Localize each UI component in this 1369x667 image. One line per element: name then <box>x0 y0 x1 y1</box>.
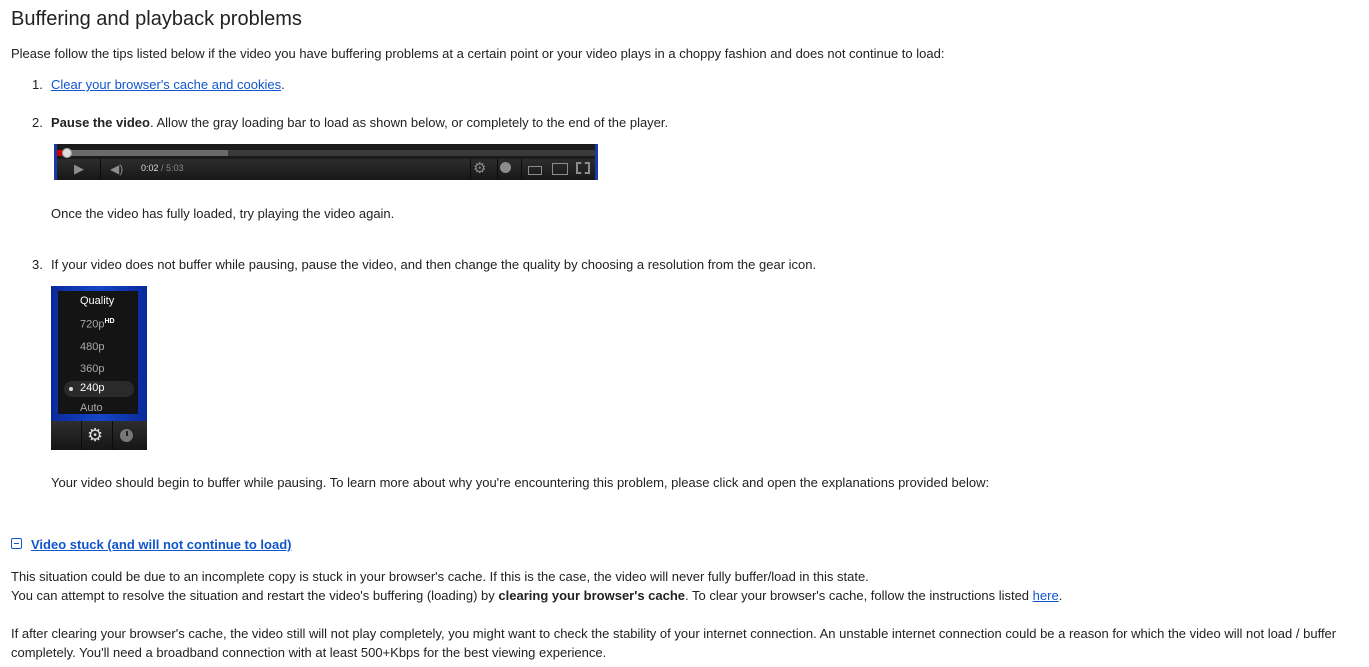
quality-header: Quality <box>80 295 115 307</box>
player-left-edge <box>54 144 57 180</box>
step-number: 3. <box>32 257 43 272</box>
divider <box>521 159 522 180</box>
page-title: Buffering and playback problems <box>11 8 302 30</box>
current-time: 0:02 <box>141 163 159 173</box>
quality-option-auto[interactable]: Auto <box>80 402 103 414</box>
section-heading-link[interactable]: Video stuck (and will not continue to load) <box>31 537 292 552</box>
divider <box>470 159 471 180</box>
step-2-text: . Allow the gray loading bar to load as shown below, or completely to the end of the player. <box>149 115 669 130</box>
clock-icon[interactable] <box>500 162 511 173</box>
step-3-text: If your video does not buffer while pausing, pause the video, and then change the quality by choosing a resolution from the gear icon. <box>51 257 817 272</box>
quality-menu-screenshot <box>51 286 147 450</box>
quality-option-360p[interactable]: 360p <box>80 363 105 375</box>
step-2 <box>51 115 668 130</box>
player-right-edge <box>595 144 598 180</box>
gear-icon[interactable]: ⚙ <box>473 160 487 177</box>
player-controls <box>54 159 598 180</box>
divider <box>112 421 113 450</box>
time-display <box>141 163 184 173</box>
small-player-icon[interactable] <box>528 166 542 175</box>
selected-dot-icon <box>69 387 73 391</box>
intro-text: Please follow the tips listed below if the video you have buffering problems at a certain point or your video plays in a choppy fashion and does not continue to load: <box>11 46 945 61</box>
step-3-note: Your video should begin to buffer while pausing. To learn more about why you're encountering this problem, please click and open the explanations provided below: <box>51 475 990 490</box>
text: . To clear your browser's cache, follow the instructions listed <box>685 588 1033 603</box>
step-number: 1. <box>32 77 43 92</box>
option-label: 240p <box>80 382 105 394</box>
step-1 <box>51 77 285 92</box>
divider <box>100 159 101 180</box>
section-para-2-line-1: If after clearing your browser's cache, the video still will not play completely, you might want to check the stability of your internet connection. An unstable internet connection could be a reason for which the video will not load / buffer <box>11 626 1337 641</box>
section-para-2-line-2: completely. You'll need a broadband connection with at least 500+Kbps for the best viewing experience. <box>11 645 607 660</box>
bold-text: clearing your browser's cache <box>498 588 686 603</box>
clock-icon[interactable] <box>120 429 133 442</box>
volume-icon[interactable]: ◀) <box>110 162 124 176</box>
pause-video-bold: Pause the video <box>51 115 150 130</box>
quality-menu <box>58 291 138 414</box>
large-player-icon[interactable] <box>552 163 568 175</box>
hd-badge: HD <box>104 318 115 325</box>
quality-option-720p[interactable] <box>80 318 115 331</box>
collapse-toggle-icon[interactable] <box>11 538 22 549</box>
gear-icon[interactable]: ⚙ <box>87 425 104 445</box>
step-1-period: . <box>281 77 285 92</box>
text: You can attempt to resolve the situation and restart the video's buffering (loading) by <box>11 588 499 603</box>
text: . <box>1058 588 1063 603</box>
quality-controls-bar <box>51 421 147 450</box>
divider <box>81 421 82 450</box>
step-2-note: Once the video has fully loaded, try playing the video again. <box>51 206 395 221</box>
progress-track[interactable] <box>54 150 598 156</box>
option-label: 720p <box>80 318 105 331</box>
loaded-bar <box>54 150 228 156</box>
section-line-2 <box>11 586 1062 605</box>
video-player-bar <box>54 144 598 180</box>
clear-cache-link[interactable]: Clear your browser's cache and cookies <box>51 77 282 92</box>
fullscreen-icon[interactable] <box>576 162 590 174</box>
time-separator: / <box>158 163 167 173</box>
duration: 5:03 <box>166 163 184 173</box>
quality-option-240p[interactable] <box>64 381 134 397</box>
divider <box>497 159 498 180</box>
scrubber-knob[interactable] <box>62 148 72 158</box>
step-number: 2. <box>32 115 43 130</box>
quality-option-480p[interactable]: 480p <box>80 341 105 353</box>
here-link[interactable]: here <box>1032 588 1059 603</box>
play-icon[interactable]: ▶ <box>74 161 84 176</box>
section-line-1: This situation could be due to an incomplete copy is stuck in your browser's cache. If this is the case, the video will never fully buffer/load in this state. <box>11 569 869 584</box>
